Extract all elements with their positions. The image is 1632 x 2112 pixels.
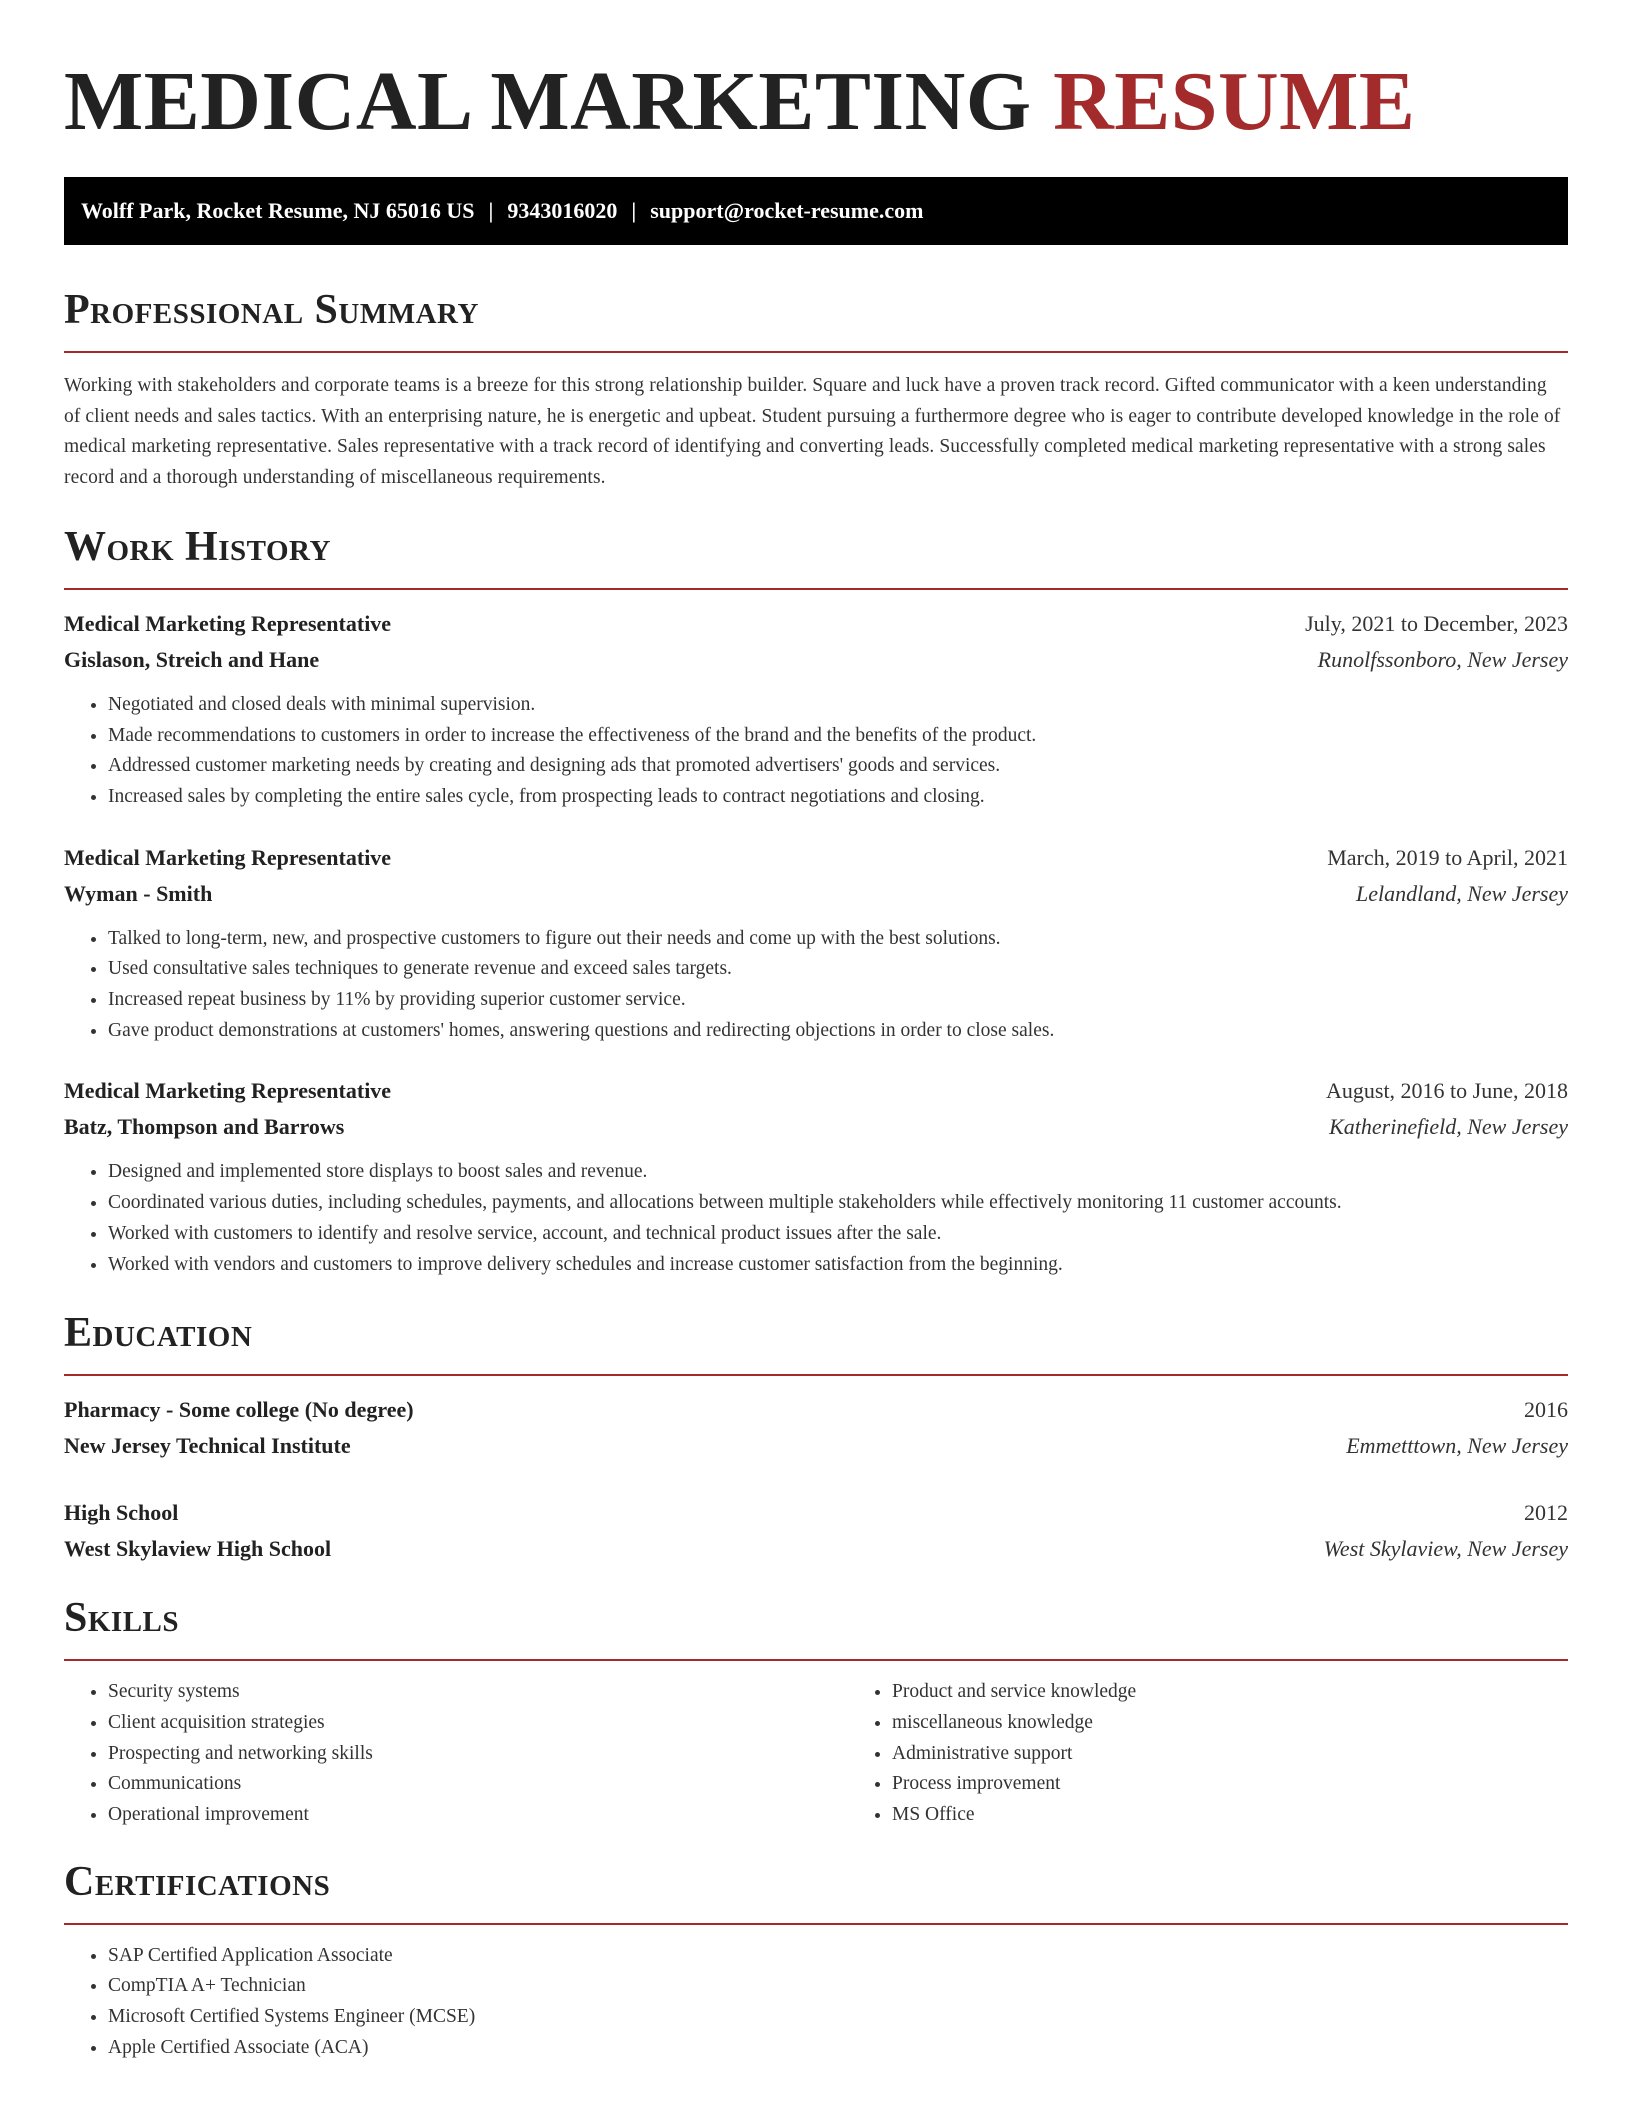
certifications-list [64,1941,1568,2064]
job-bullet: • Coordinated various duties, including schedules, payments, and allocations between multiple stakeholders while effectively monitoring 11 customer accounts. [108,1188,1568,1219]
skill-item: • Prospecting and networking skills [108,1739,848,1770]
education-school-row [64,1531,1568,1567]
job-entry [64,1073,1568,1280]
section-divider [64,1923,1568,1925]
job-bullets [64,1157,1568,1280]
skills-list-left [64,1677,848,1831]
summary-section [64,285,1568,494]
education-header-row [64,1392,1568,1428]
job-company-row [64,876,1568,912]
section-title-skills: Skills [64,1595,180,1642]
job-company-row [64,642,1568,678]
contact-bar [64,177,1568,245]
contact-email: support@rocket-resume.com [650,198,924,223]
certification-item: • Microsoft Certified Systems Engineer (MCSE) [108,2002,1568,2033]
certification-item: • Apple Certified Associate (ACA) [108,2033,1568,2064]
job-header-row [64,840,1568,876]
section-title-education: Education [64,1310,253,1357]
job-bullet: • Used consultative sales techniques to generate revenue and exceed sales targets. [108,954,1568,985]
contact-phone: 9343016020 [507,198,618,223]
contact-separator: | [631,198,637,223]
education-section [64,1308,1568,1567]
job-bullet: • Negotiated and closed deals with minimal supervision. [108,690,1568,721]
job-entry [64,840,1568,1047]
job-bullet: • Designed and implemented store displays to boost sales and revenue. [108,1157,1568,1188]
education-location: Emmetttown, New Jersey [1346,1433,1568,1459]
job-location: Katherinefield, New Jersey [1329,1114,1568,1140]
skill-item: • Product and service knowledge [892,1677,1136,1708]
work-history-section [64,522,1568,1280]
title-accent: RESUME [1053,55,1416,148]
job-dates: March, 2019 to April, 2021 [1327,844,1568,870]
job-bullet: • Talked to long-term, new, and prospective customers to figure out their needs and come up with the best solutions. [108,924,1568,955]
job-bullet: • Addressed customer marketing needs by creating and designing ads that promoted advertisers' goods and services. [108,751,1568,782]
job-bullet: • Gave product demonstrations at customers' homes, answering questions and redirecting objections in order to close sales. [108,1016,1568,1047]
job-company: Batz, Thompson and Barrows [64,1114,345,1140]
job-title: Medical Marketing Representative [64,844,392,870]
skills-list-right [848,1677,1136,1831]
section-title-work-history: Work History [64,523,331,570]
job-bullet: • Worked with customers to identify and resolve service, account, and technical product issues after the sale. [108,1219,1568,1250]
summary-text: Working with stakeholders and corporate teams is a breeze for this strong relationship builder. Square and luck have a proven track record. Gifted communicator with a keen understanding of client needs and sales tactics. With an enterprising nature, he is energetic and upbeat. Student pursuing a furthermore degree who is eager to contribute developed knowledge in the role of medical marketing representative. Sales representative with a track record of identifying and converting leads. Successfully completed medical marketing representative with a strong sales record and a thorough understanding of miscellaneous requirements. [64,375,1561,489]
resume-title [64,0,1568,152]
job-entry [64,606,1568,813]
skill-item: • Administrative support [892,1739,1136,1770]
contact-address: Wolff Park, Rocket Resume, NJ 65016 US [81,198,475,223]
job-title: Medical Marketing Representative [64,610,392,636]
job-company: Gislason, Streich and Hane [64,646,320,672]
section-title-summary: Professional Summary [64,287,479,333]
education-school-row [64,1428,1568,1464]
certifications-section [64,1857,1568,2064]
skill-item: • Operational improvement [108,1800,848,1831]
section-divider [64,1374,1568,1376]
job-company: Wyman - Smith [64,880,213,906]
section-divider [64,351,1568,353]
education-school: New Jersey Technical Institute [64,1433,351,1459]
job-company-row [64,1109,1568,1145]
education-entry [64,1392,1568,1464]
job-bullet: • Worked with vendors and customers to improve delivery schedules and increase customer satisfaction from the beginning. [108,1250,1568,1281]
skill-item: • Communications [108,1769,848,1800]
education-school: West Skylaview High School [64,1536,332,1562]
skill-item: • Process improvement [892,1769,1136,1800]
job-dates: August, 2016 to June, 2018 [1326,1078,1568,1104]
contact-separator: | [488,198,494,223]
job-bullet: • Made recommendations to customers in order to increase the effectiveness of the brand and the benefits of the product. [108,721,1568,752]
education-header-row [64,1495,1568,1531]
job-dates: July, 2021 to December, 2023 [1305,610,1568,636]
education-year: 2016 [1524,1397,1568,1423]
title-main: MEDICAL MARKETING [64,55,1032,148]
section-title-certifications: Certifications [64,1858,331,1905]
education-year: 2012 [1524,1500,1568,1526]
education-location: West Skylaview, New Jersey [1323,1536,1568,1562]
job-title: Medical Marketing Representative [64,1078,392,1104]
skills-columns [64,1677,1568,1831]
education-entry [64,1495,1568,1567]
certification-item: • CompTIA A+ Technician [108,1971,1568,2002]
job-location: Lelandland, New Jersey [1355,880,1568,906]
job-bullets [64,924,1568,1047]
certification-item: • SAP Certified Application Associate [108,1941,1568,1972]
skill-item: • miscellaneous knowledge [892,1708,1136,1739]
skill-item: • Client acquisition strategies [108,1708,848,1739]
section-divider [64,1659,1568,1661]
job-header-row [64,1073,1568,1109]
job-bullets [64,690,1568,813]
section-divider [64,588,1568,590]
education-degree: Pharmacy - Some college (No degree) [64,1397,414,1423]
job-location: Runolfssonboro, New Jersey [1317,646,1568,672]
education-degree: High School [64,1500,179,1526]
skill-item: • MS Office [892,1800,1136,1831]
skills-section [64,1593,1568,1831]
job-bullet: • Increased sales by completing the entire sales cycle, from prospecting leads to contract negotiations and closing. [108,782,1568,813]
job-bullet: • Increased repeat business by 11% by providing superior customer service. [108,985,1568,1016]
skill-item: • Security systems [108,1677,848,1708]
job-header-row [64,606,1568,642]
